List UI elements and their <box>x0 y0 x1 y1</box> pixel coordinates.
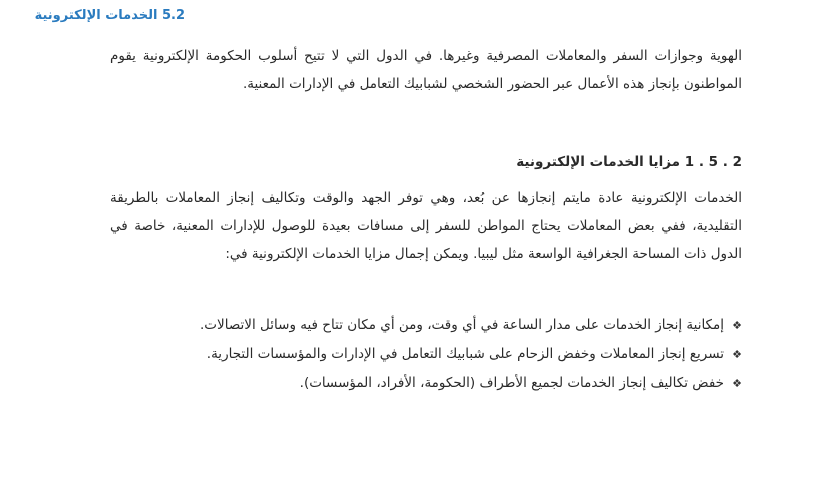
advantages-list <box>110 312 742 399</box>
diamond-bullet-icon: ❖ <box>732 377 742 390</box>
list-item <box>110 370 742 397</box>
list-item <box>110 341 742 368</box>
list-item-text: إمكانية إنجاز الخدمات على مدار الساعة في أي وقت، ومن أي مكان تتاح فيه وسائل الاتصالات. <box>200 317 724 333</box>
list-item <box>110 312 742 339</box>
subsection-title: 2 . 5 . 1 مزايا الخدمات الإلكترونية <box>516 154 742 170</box>
paragraph-intro: الهوية وجوازات السفر والمعاملات المصرفية وغيرها. في الدول التي لا تتيح أسلوب الحكومة الإلكترونية يقوم المواطنون بإنجاز هذه الأعمال عبر الحضور الشخصي لشبابيك التعامل في الإدارات المعنية. <box>110 48 742 92</box>
diamond-bullet-icon: ❖ <box>732 319 742 332</box>
list-item-text: تسريع إنجاز المعاملات وخفض الزحام على شبابيك التعامل في الإدارات والمؤسسات التجارية. <box>206 346 724 362</box>
section-title: 5.2 الخدمات الإلكترونية <box>34 8 185 23</box>
paragraph-advantages: الخدمات الإلكترونية عادة مايتم إنجازها عن بُعد، وهي توفر الجهد والوقت وتكاليف إنجاز المعاملات بالطريقة التقليدية، ففي بعض المعاملات يحتاج المواطن للسفر إلى مسافات بعيدة للوصول للإدارات المعنية، خاصة في الدول ذات المساحة الجغرافية الواسعة مثل ليبيا. ويمكن إجمال مزايا الخدمات الإلكترونية في: <box>110 190 742 262</box>
list-item-text: خفض تكاليف إنجاز الخدمات لجميع الأطراف (الحكومة، الأفراد، المؤسسات). <box>299 375 724 391</box>
diamond-bullet-icon: ❖ <box>732 348 742 361</box>
